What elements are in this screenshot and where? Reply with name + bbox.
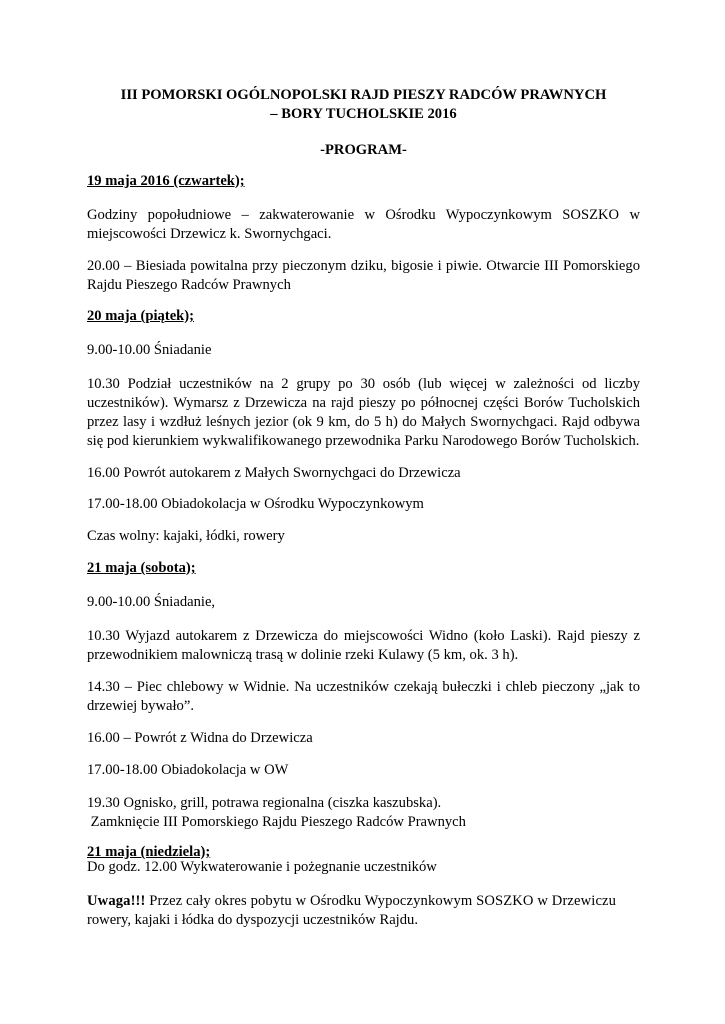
program-label: -PROGRAM-	[320, 142, 407, 158]
day2-item: się pod kierunkiem wykwalifikowanego przewodnika Parku Narodowego Borów Tucholskich.	[87, 433, 640, 449]
note-label: Uwaga!!!	[87, 893, 146, 909]
day4-heading: 21 maja (niedziela);	[87, 844, 211, 860]
day2-item: 10.30 Podział uczestników na 2 grupy po 30 osób (lub więcej w zależności od liczby	[87, 376, 640, 392]
note-line: rowery, kajaki i łódka do dyspozycji uczestników Rajdu.	[87, 912, 418, 928]
day1-text: miejscowości Drzewicz k. Swornychgaci.	[87, 226, 332, 242]
day3-item: 10.30 Wyjazd autokarem z Drzewicza do miejscowości Widno (koło Laski). Rajd pieszy z	[87, 628, 640, 644]
day1-heading: 19 maja 2016 (czwartek);	[87, 173, 245, 189]
day1-text: 20.00 – Biesiada powitalna przy pieczonym dziku, bigosie i piwie. Otwarcie III Pomorskiego	[87, 258, 640, 274]
note-text: Przez cały okres pobytu w Ośrodku Wypoczynkowym SOSZKO w Drzewiczu	[145, 893, 617, 909]
day2-item: uczestników). Wymarsz z Drzewicza na rajd pieszy po północnej części Borów Tucholskich	[87, 395, 640, 411]
day2-item: 9.00-10.00 Śniadanie	[87, 342, 212, 358]
day2-item: Czas wolny: kajaki, łódki, rowery	[87, 528, 285, 544]
day3-item: 9.00-10.00 Śniadanie,	[87, 594, 216, 610]
document-title-line1: III POMORSKI OGÓLNOPOLSKI RAJD PIESZY RADCÓW PRAWNYCH	[120, 87, 607, 103]
day3-heading: 21 maja (sobota);	[87, 560, 196, 576]
day1-text: Godziny popołudniowe – zakwaterowanie w Ośrodku Wypoczynkowym SOSZKO w	[87, 207, 640, 223]
day4-item: Do godz. 12.00 Wykwaterowanie i pożegnanie uczestników	[87, 859, 437, 875]
note-line	[87, 892, 640, 912]
day3-item: 19.30 Ognisko, grill, potrawa regionalna (ciszka kaszubska).	[87, 795, 442, 811]
day2-item: przez lasy i wzdłuż leśnych jezior (ok 9 km, do 5 h) do Małych Swornychgaci. Rajd odbywa	[87, 414, 640, 430]
day2-item: 16.00 Powrót autokarem z Małych Swornychgaci do Drzewicza	[87, 465, 461, 481]
day3-item: drzewiej bywało”.	[87, 698, 194, 714]
day3-item: Zamknięcie III Pomorskiego Rajdu Pieszego Radców Prawnych	[87, 814, 466, 830]
document-title-line2: – BORY TUCHOLSKIE 2016	[270, 106, 457, 122]
day3-item: 17.00-18.00 Obiadokolacja w OW	[87, 762, 289, 778]
day2-heading: 20 maja (piątek);	[87, 308, 195, 324]
day3-item: 16.00 – Powrót z Widna do Drzewicza	[87, 730, 313, 746]
day2-item: 17.00-18.00 Obiadokolacja w Ośrodku Wypoczynkowym	[87, 496, 424, 512]
day3-item: przewodnikiem malowniczą trasą w dolinie rzeki Kulawy (5 km, ok. 3 h).	[87, 647, 519, 663]
day1-text: Rajdu Pieszego Radców Prawnych	[87, 277, 291, 293]
day3-item: 14.30 – Piec chlebowy w Widnie. Na uczestników czekają bułeczki i chleb pieczony „jak to	[87, 679, 640, 695]
